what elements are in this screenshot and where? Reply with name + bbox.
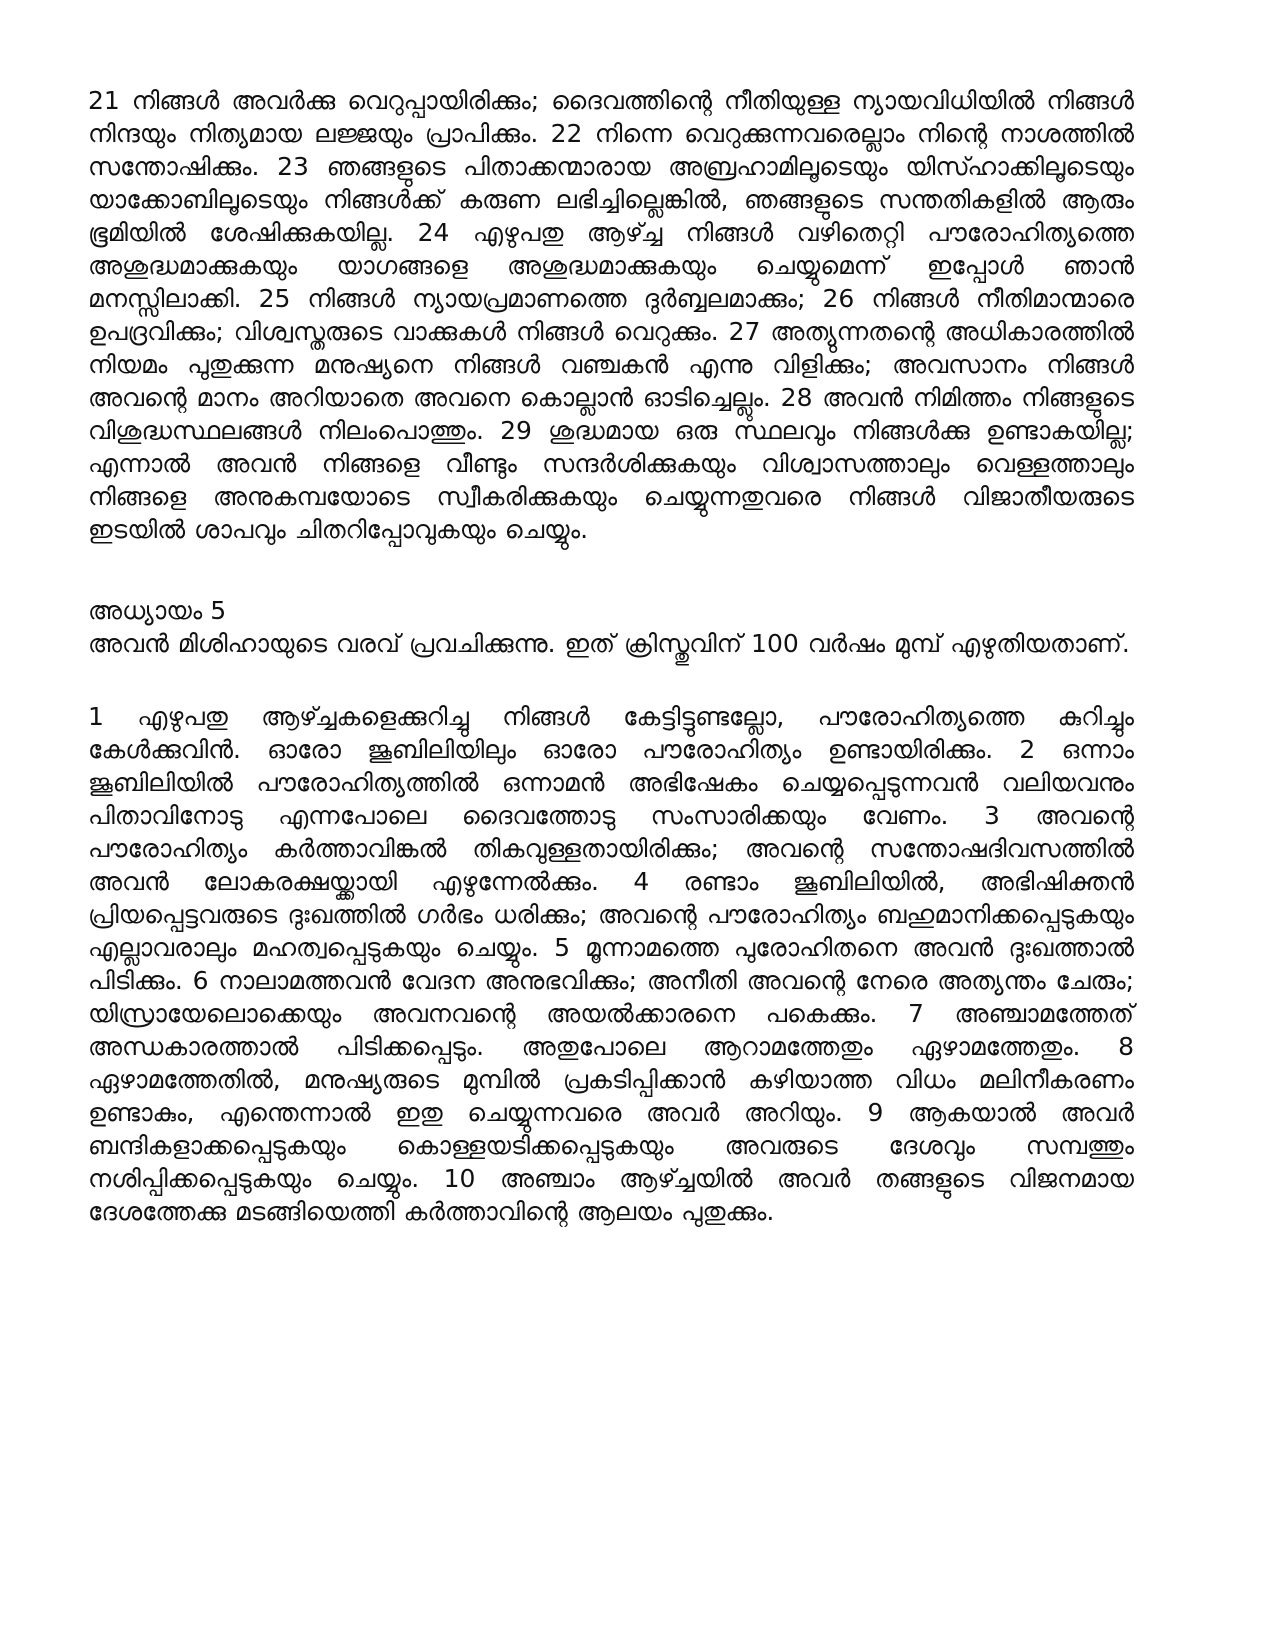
paragraph-verses-21-29: 21 നിങ്ങൾ അവർക്കു വെറുപ്പായിരിക്കും; ദൈവത്തിന്റെ നീതിയുള്ള ന്യായവിധിയിൽ നിങ്ങൾ നിന്ദയും നിത്യമായ ലജ്ജയും പ്രാപിക്കും. 22 നിന്നെ വെറുക്കുന്നവരെല്ലാം നിന്റെ നാശത്തിൽ സന്തോഷിക്കും. 23 ഞങ്ങളുടെ പിതാക്കന്മാരായ അബ്രഹാമിലൂടെയും യിസ്ഹാക്കിലൂടെയും യാക്കോബിലൂടെയും നിങ്ങൾക്ക് കരുണ ലഭിച്ചില്ലെങ്കിൽ, ഞങ്ങളുടെ സന്തതികളിൽ ആരും ഭൂമിയിൽ ശേഷിക്കുകയില്ല. 24 എഴുപതു ആഴ്ച്ച നിങ്ങൾ വഴിതെറ്റി പൗരോഹിത്യത്തെ അശുദ്ധമാക്കുകയും യാഗങ്ങളെ അശുദ്ധമാക്കുകയും ചെയ്യുമെന്ന് ഇപ്പോൾ ഞാൻ മനസ്സിലാക്കി. 25 നിങ്ങൾ ന്യായപ്രമാണത്തെ ദുർബ്ബലമാക്കും; 26 നിങ്ങൾ നീതിമാന്മാരെ ഉപദ്രവിക്കും; വിശ്വസ്തരുടെ വാക്കുകൾ നിങ്ങൾ വെറുക്കും. 27 അത്യുന്നതന്റെ അധികാരത്തിൽ നിയമം പുതുക്കുന്ന മനുഷ്യനെ നിങ്ങൾ വഞ്ചകൻ എന്നു വിളിക്കും; അവസാനം നിങ്ങൾ അവന്റെ മാനം അറിയാതെ അവനെ കൊല്ലാൻ ഓടിച്ചെല്ലും. 28 അവൻ നിമിത്തം നിങ്ങളുടെ വിശുദ്ധസ്ഥലങ്ങൾ നിലംപൊത്തും. 29 ശുദ്ധമായ ഒരു സ്ഥലവും നിങ്ങൾക്കു ഉണ്ടാകയില്ല; എന്നാൽ അവൻ നിങ്ങളെ വീണ്ടും സന്ദർശിക്കുകയും വിശ്വാസത്താലും വെള്ളത്താലും നിങ്ങളെ അനുകമ്പയോടെ സ്വീകരിക്കുകയും ചെയ്യുന്നതുവരെ നിങ്ങൾ വിജാതീയരുടെ ഇടയിൽ ശാപവും ചിതറിപ്പോവുകയും ചെയ്യും. bbox=[88, 86, 1134, 544]
document-page bbox=[88, 84, 1134, 1584]
paragraph-verses-1-10: 1 എഴുപതു ആഴ്ച്ചകളെക്കുറിച്ചു നിങ്ങൾ കേട്ടിട്ടുണ്ടല്ലോ, പൗരോഹിത്യത്തെ കുറിച്ചും കേൾക്കുവിൻ. ഓരോ ജൂബിലിയിലും ഓരോ പൗരോഹിത്യം ഉണ്ടായിരിക്കും. 2 ഒന്നാം ജൂബിലിയിൽ പൗരോഹിത്യത്തിൽ ഒന്നാമൻ അഭിഷേകം ചെയ്യപ്പെടുന്നവൻ വലിയവനും പിതാവിനോടു എന്നപോലെ ദൈവത്തോടു സംസാരിക്കയും വേണം. 3 അവന്റെ പൗരോഹിത്യം കർത്താവിങ്കൽ തികവുള്ളതായിരിക്കും; അവന്റെ സന്തോഷദിവസത്തിൽ അവൻ ലോകരക്ഷയ്ക്കായി എഴുന്നേൽക്കും. 4 രണ്ടാം ജൂബിലിയിൽ, അഭിഷിക്തൻ പ്രിയപ്പെട്ടവരുടെ ദുഃഖത്തിൽ ഗർഭം ധരിക്കും; അവന്റെ പൗരോഹിത്യം ബഹുമാനിക്കപ്പെടുകയും എല്ലാവരാലും മഹത്വപ്പെടുകയും ചെയ്യും. 5 മൂന്നാമത്തെ പുരോഹിതനെ അവൻ ദുഃഖത്താൽ പിടിക്കും. 6 നാലാമത്തവൻ വേദന അനുഭവിക്കും; അനീതി അവന്റെ നേരെ അത്യന്തം ചേരും; യിസ്രായേലൊക്കെയും അവനവന്റെ അയൽക്കാരനെ പകെക്കും. 7 അഞ്ചാമത്തേത് അന്ധകാരത്താൽ പിടിക്കപ്പെടും. അതുപോലെ ആറാമത്തേതും ഏഴാമത്തേതും. 8 ഏഴാമത്തേതിൽ, മനുഷ്യരുടെ മുമ്പിൽ പ്രകടിപ്പിക്കാൻ കഴിയാത്ത വിധം മലിനീകരണം ഉണ്ടാകും, എന്തെന്നാൽ ഇതു ചെയ്യുന്നവരെ അവർ അറിയും. 9 ആകയാൽ അവർ ബന്ദികളാക്കപ്പെടുകയും കൊള്ളയടിക്കപ്പെടുകയും അവരുടെ ദേശവും സമ്പത്തും നശിപ്പിക്കപ്പെടുകയും ചെയ്യും. 10 അഞ്ചാം ആഴ്ച്ചയിൽ അവർ തങ്ങളുടെ വിജനമായ ദേശത്തേക്കു മടങ്ങിയെത്തി കർത്താവിന്റെ ആലയം പുതുക്കും. bbox=[88, 702, 1134, 1226]
paragraph-spacer bbox=[88, 660, 1134, 700]
paragraph-spacer bbox=[88, 546, 1134, 594]
chapter-intro: അവൻ മിശിഹായുടെ വരവ് പ്രവചിക്കുന്നു. ഇത് ക്രിസ്തുവിന് 100 വർഷം മുമ്പ് എഴുതിയതാണ്. bbox=[88, 629, 1130, 658]
chapter-heading: അധ്യായം 5 bbox=[88, 596, 227, 625]
